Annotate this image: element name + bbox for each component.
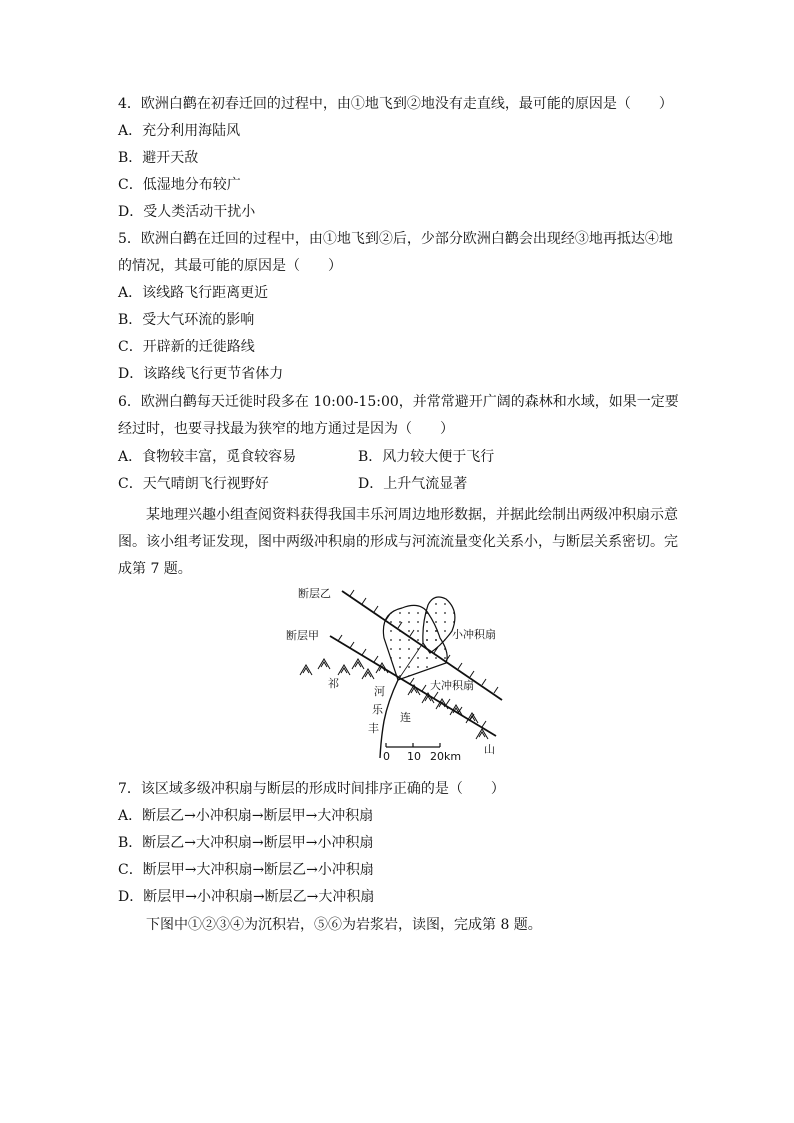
q7-stem: 7．该区域多级冲积扇与断层的形成时间排序正确的是（ ） [118, 781, 505, 797]
q6-option-c: C．天气晴朗飞行视野好 [118, 476, 269, 492]
small-fan-shape [423, 597, 455, 653]
scale-label-0: 0 [383, 750, 390, 763]
q7-option-c: C．断层甲→大冲积扇→断层乙→小冲积扇 [118, 862, 374, 878]
q6-option-b: B．风力较大便于飞行 [358, 449, 495, 465]
fault-a-label: 断层甲 [286, 629, 319, 642]
scale-bar [386, 743, 440, 747]
q7-option-a: A．断层乙→小冲积扇→断层甲→大冲积扇 [118, 808, 374, 824]
passage-text: 某地理兴趣小组查阅资料获得我国丰乐河周边地形数据，并据此绘制出两级冲积扇示意图。该小组考证发现，图中两级冲积扇的形成与河流流量变化关系小，与断层关系密切。完成第 7 题。 [118, 507, 678, 577]
small-fan-label: 小冲积扇 [452, 628, 496, 641]
fault-b-line [342, 590, 502, 700]
q4-stem: 4．欧洲白鹳在初春迁回的过程中，由①地飞到②地没有走直线，最可能的原因是（ ） [118, 96, 673, 112]
q6-stem-line1: 6．欧洲白鹳每天迁徙时段多在 10:00-15:00，并常常避开广阔的森林和水域，如果一定要 [118, 394, 679, 410]
q5-stem-line2: 的情况，其最可能的原因是（ ） [118, 258, 342, 274]
mountain-label-shan: 山 [484, 743, 495, 756]
mountain-label-qi: 祁 [328, 677, 339, 690]
fault-b-label: 断层乙 [298, 587, 331, 600]
river-char-1: 河 [374, 685, 385, 698]
scale-label-10: 10 [407, 750, 421, 763]
q4-option-b: B．避开天敌 [118, 150, 199, 166]
q5-option-a: A．该线路飞行距离更近 [118, 285, 269, 301]
river-char-2: 乐 [372, 703, 383, 716]
q7-option-b: B．断层乙→大冲积扇→断层甲→小冲积扇 [118, 835, 374, 851]
q5-option-b: B．受大气环流的影响 [118, 312, 255, 328]
q8-intro: 下图中①②③④为沉积岩，⑤⑥为岩浆岩，读图，完成第 8 题。 [146, 917, 542, 933]
river-char-3: 丰 [368, 722, 379, 735]
q7-option-d: D．断层甲→小冲积扇→断层乙→大冲积扇 [118, 889, 375, 905]
q5-option-c: C．开辟新的迁徙路线 [118, 339, 255, 355]
q6-stem-line2: 经过时，也要寻找最为狭窄的地方通过是因为（ ） [118, 421, 454, 437]
q5-option-d: D．该路线飞行更节省体力 [118, 366, 284, 382]
q6-option-d: D．上升气流显著 [358, 476, 468, 492]
scale-label-20km: 20km [430, 750, 462, 763]
q4-option-c: C．低湿地分布较广 [118, 177, 241, 193]
alluvial-fan-diagram [280, 583, 520, 770]
large-fan-label: 大冲积扇 [430, 679, 474, 692]
mountain-label-lian: 连 [400, 711, 411, 724]
q6-option-a: A．食物较丰富，觅食较容易 [118, 449, 297, 465]
q5-stem-line1: 5．欧洲白鹳在迁回的过程中，由①地飞到②后，少部分欧洲白鹳会出现经③地再抵达④地 [118, 231, 673, 247]
q4-option-d: D．受人类活动干扰小 [118, 204, 256, 220]
q4-option-a: A．充分利用海陆风 [118, 123, 241, 139]
